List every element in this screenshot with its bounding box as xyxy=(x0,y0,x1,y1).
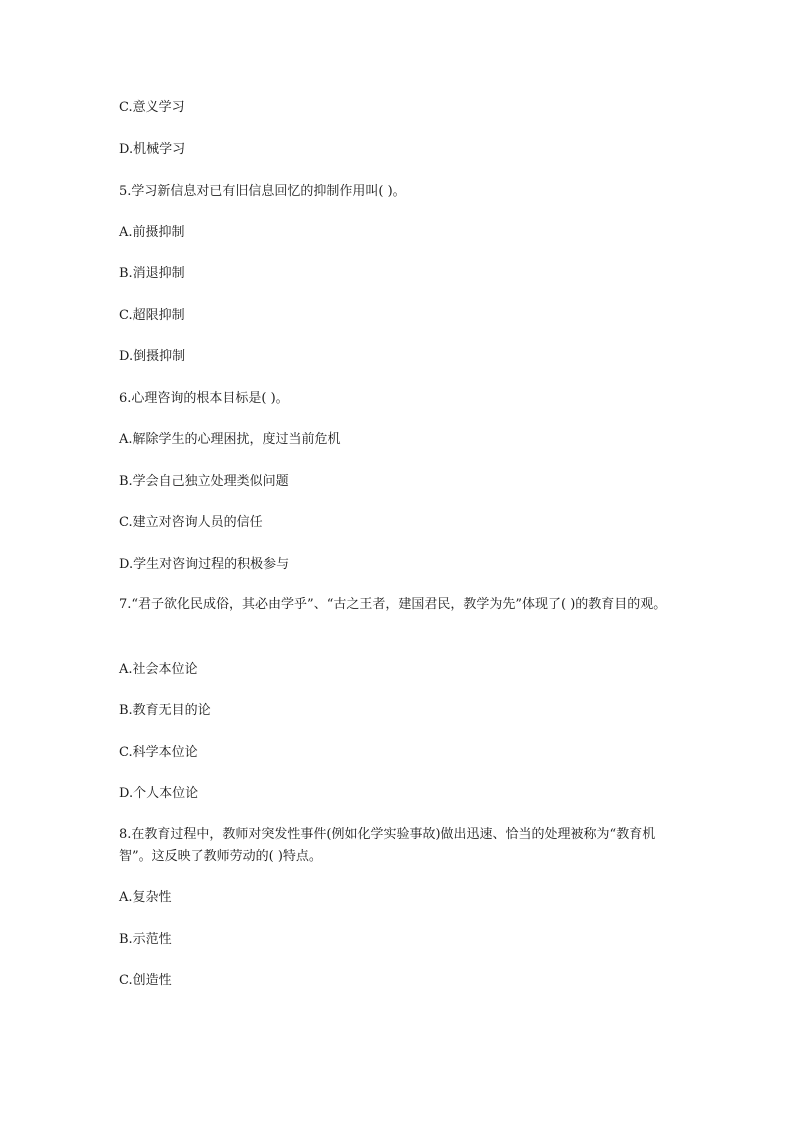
question-6: 6.心理咨询的根本目标是( )。 xyxy=(119,391,289,406)
option-q4-c: C.意义学习 xyxy=(119,100,185,115)
question-8: 8.在教育过程中，教师对突发性事件(例如化学实验事故)做出迅速、恰当的处理被称为“教育机智”。这反映了教师劳动的( )特点。 xyxy=(119,827,656,864)
option-q6-d: D.学生对咨询过程的积极参与 xyxy=(119,557,290,572)
option-q4-d: D.机械学习 xyxy=(119,142,186,157)
question-7: 7.“君子欲化民成俗，其必由学乎”、“古之王者，建国君民，教学为先”体现了( )的教育目的观。 xyxy=(119,597,667,612)
option-q8-b: B.示范性 xyxy=(119,932,172,947)
option-q5-c: C.超限抑制 xyxy=(119,308,185,323)
option-q6-a: A.解除学生的心理困扰，度过当前危机 xyxy=(119,432,341,447)
option-q7-d: D.个人本位论 xyxy=(119,786,199,801)
option-q8-c: C.创造性 xyxy=(119,973,172,988)
option-q8-a: A.复杂性 xyxy=(119,890,172,905)
question-5: 5.学习新信息对已有旧信息回忆的抑制作用叫( )。 xyxy=(119,184,406,199)
option-q7-a: A.社会本位论 xyxy=(119,662,198,677)
option-q6-c: C.建立对咨询人员的信任 xyxy=(119,515,263,530)
option-q7-c: C.科学本位论 xyxy=(119,745,198,760)
option-q5-b: B.消退抑制 xyxy=(119,266,185,281)
option-q5-d: D.倒摄抑制 xyxy=(119,349,186,364)
option-q5-a: A.前摄抑制 xyxy=(119,225,185,240)
option-q6-b: B.学会自己独立处理类似问题 xyxy=(119,474,289,489)
option-q7-b: B.教育无目的论 xyxy=(119,703,211,718)
